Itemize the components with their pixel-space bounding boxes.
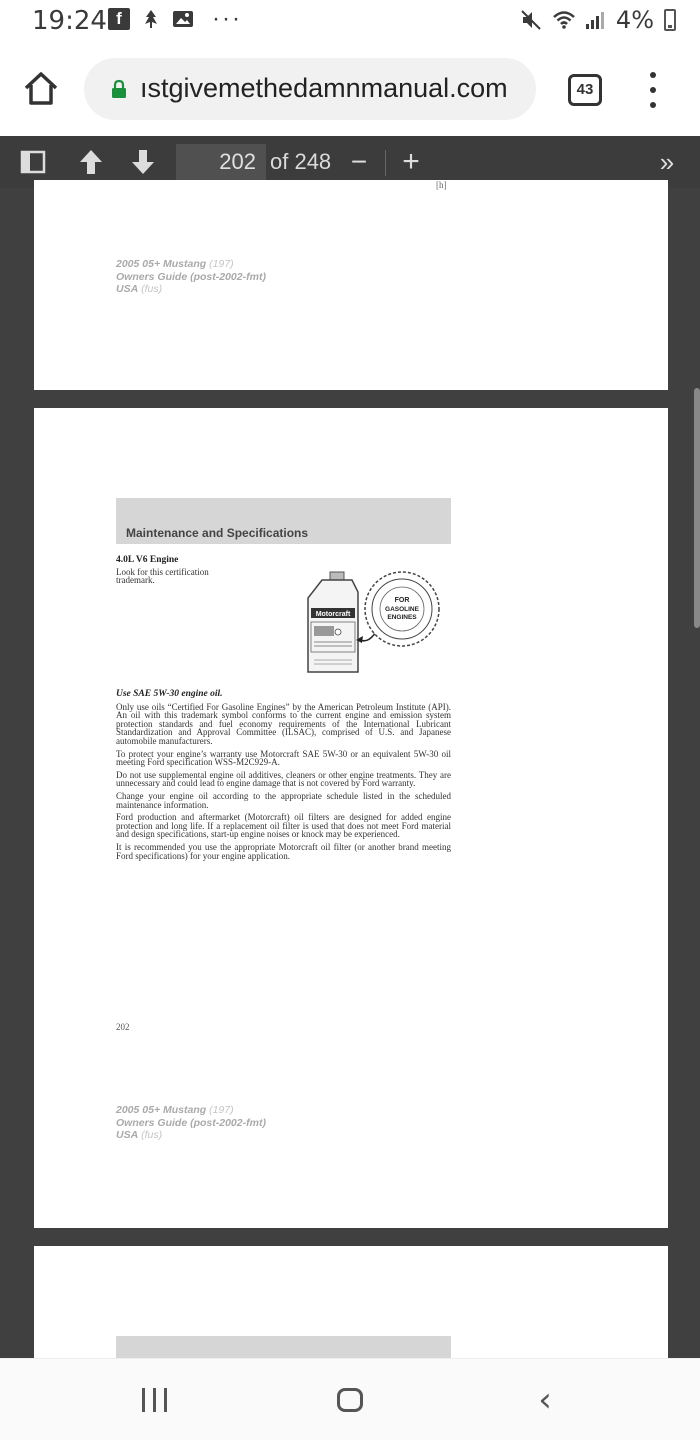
paragraph-schedule: Change your engine oil according to the appropriate schedule listed in the scheduled maintenance information.	[116, 790, 451, 810]
page-number: 202	[116, 1022, 130, 1032]
system-nav-bar	[0, 1358, 700, 1440]
back-icon[interactable]: ‹	[538, 1380, 552, 1420]
toolbar-divider	[385, 150, 386, 176]
footer-guide: Owners Guide (post-2002-fmt)	[116, 1116, 266, 1129]
tab-switcher-button[interactable]: 43	[568, 74, 602, 106]
page-total-label: of 248	[270, 149, 332, 174]
battery-percent: 4%	[615, 6, 654, 34]
signal-icon	[584, 9, 606, 31]
zoom-out-button[interactable]: −	[350, 146, 368, 177]
scrollbar-thumb[interactable]	[694, 388, 700, 628]
engine-intro	[116, 556, 246, 585]
status-icons-left	[108, 5, 242, 32]
engine-heading: 4.0L V6 Engine	[116, 555, 179, 565]
address-bar[interactable]	[84, 58, 536, 120]
footer-region-meta: (fus)	[141, 1129, 163, 1141]
page-footer	[116, 1104, 266, 1142]
pdf-viewer[interactable]	[0, 180, 700, 1358]
gallery-icon	[172, 8, 194, 30]
svg-text:Motorcraft: Motorcraft	[315, 611, 351, 618]
svg-text:FOR: FOR	[394, 597, 410, 604]
look-for-text: Look for this certification trademark.	[116, 566, 209, 586]
pdf-page-current	[34, 408, 668, 1228]
home-button[interactable]	[22, 70, 60, 106]
battery-icon	[664, 9, 676, 31]
more-notifications-icon: ···	[212, 5, 242, 32]
footer-title: 2005 05+ Mustang	[116, 258, 207, 270]
facebook-icon: f	[108, 8, 130, 30]
footer-region: USA	[116, 1129, 139, 1141]
sidebar-icon	[20, 150, 46, 174]
status-icons-right	[520, 6, 676, 34]
page-footer	[116, 258, 266, 296]
footer-title: 2005 05+ Mustang	[116, 1104, 207, 1116]
paragraph-warranty: To protect your engine’s warranty use Motorcraft SAE 5W-30 or an equivalent 5W-30 oil meeting Ford specification WSS-M2C929-A.	[116, 748, 451, 768]
footer-region-meta: (fus)	[141, 283, 163, 295]
wifi-icon	[552, 9, 574, 31]
zoom-in-button[interactable]: +	[402, 145, 420, 178]
status-time: 19:24	[32, 6, 107, 36]
home-icon	[22, 70, 60, 106]
footer-title-meta: (197)	[209, 1104, 234, 1116]
browser-toolbar	[0, 42, 700, 136]
recents-icon[interactable]	[138, 1383, 170, 1417]
home-circle-icon[interactable]	[335, 1383, 365, 1417]
oil-heading: Use SAE 5W-30 engine oil.	[116, 689, 223, 699]
page-marker: [h]	[436, 180, 447, 190]
svg-text:GASOLINE: GASOLINE	[385, 606, 419, 613]
mute-icon	[520, 9, 542, 31]
oil-certification-illustration	[300, 568, 445, 678]
arrow-up-icon	[78, 148, 104, 176]
paragraph-certified-oils: Only use oils “Certified For Gasoline Engines” by the American Petroleum Institute (API). An oil with this trademark symbol conforms to the current engine and emission system protection standards and fuel economy requirements of the International Lubricant Standardization and Approval Committee (ILSAC), comprised of U.S. and Japanese automobile manufacturers.	[116, 701, 451, 746]
oil-instructions	[116, 690, 451, 864]
paragraph-filters: Ford production and aftermarket (Motorcraft) oil filters are designed for added engine protection and long life. If a replacement oil filter is used that does not meet Ford material and design specifications, start-up engine noises or knock may be experienced.	[116, 812, 451, 840]
oil-bottle-icon	[308, 572, 358, 672]
arrow-down-icon	[130, 148, 156, 176]
footer-guide: Owners Guide (post-2002-fmt)	[116, 270, 266, 283]
footer-title-meta: (197)	[209, 258, 234, 270]
lock-icon	[110, 80, 128, 98]
more-tools-button[interactable]: »	[659, 146, 675, 177]
section-header	[116, 498, 451, 544]
svg-text:ENGINES: ENGINES	[387, 614, 417, 621]
footer-region: USA	[116, 283, 139, 295]
status-bar	[0, 0, 700, 42]
certification-seal-icon	[365, 572, 439, 646]
more-vert-icon[interactable]	[646, 72, 660, 108]
pdf-page-previous	[34, 180, 668, 390]
paragraph-recommended-filter: It is recommended you use the appropriate Motorcraft oil filter (or another brand meeting Ford specifications) for your engine application.	[116, 841, 451, 861]
section-title: Maintenance and Specifications	[126, 526, 309, 540]
page-number-input[interactable]	[176, 144, 266, 180]
url-text[interactable]: ıstgivemethedamnmanual.com	[140, 73, 508, 103]
notification-icon	[140, 8, 162, 30]
paragraph-additives: Do not use supplemental engine oil additives, cleaners or other engine treatments. They are unnecessary and could lead to engine damage that is not covered by Ford warranty.	[116, 769, 451, 789]
